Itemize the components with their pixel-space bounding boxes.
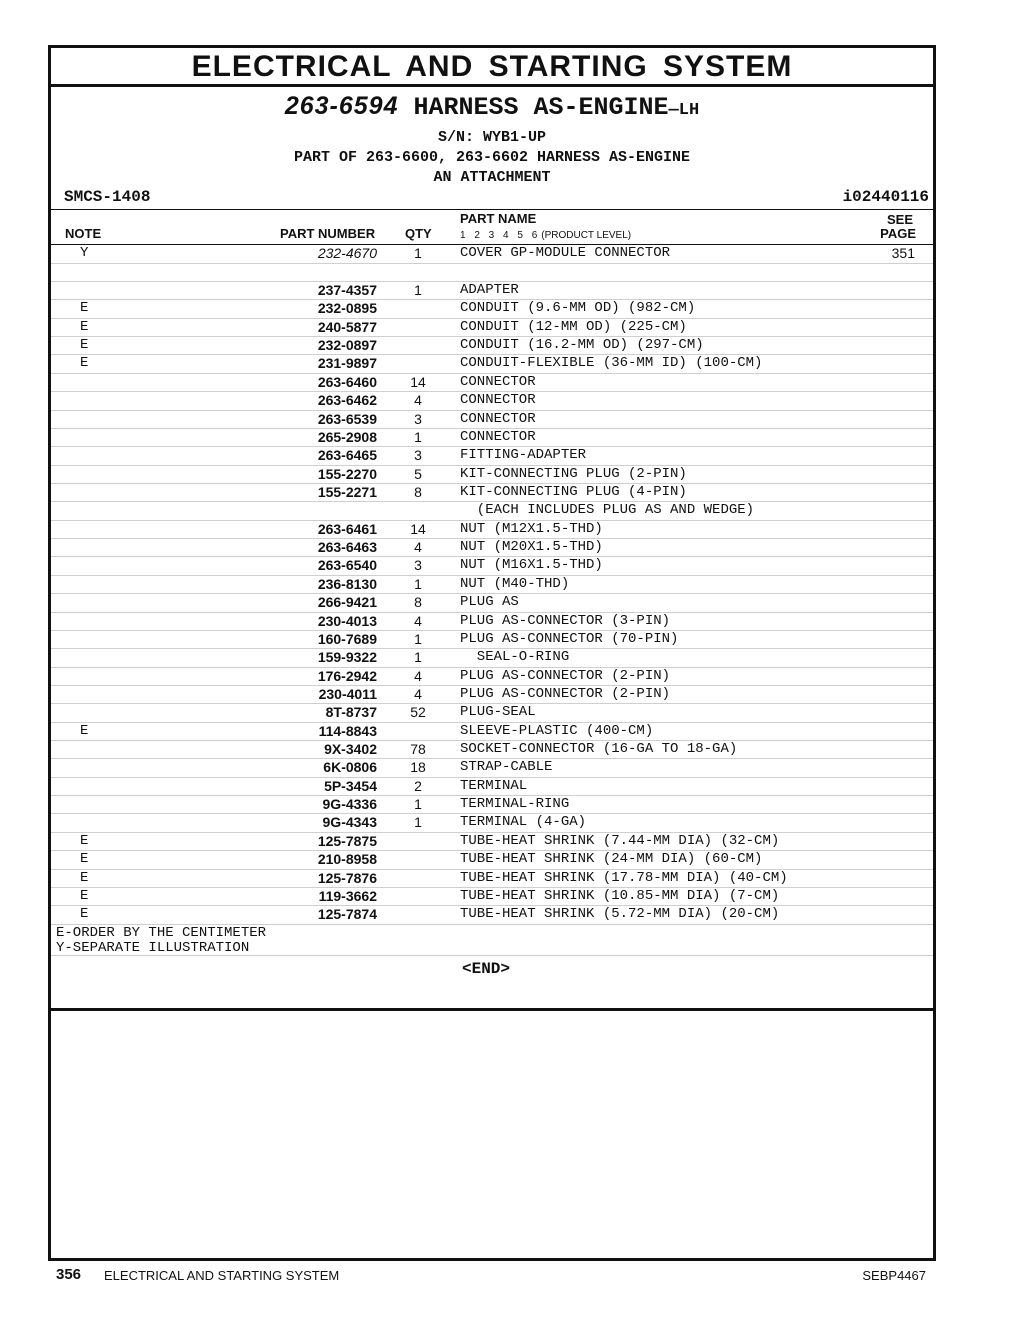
product-level-label: (PRODUCT LEVEL) bbox=[541, 230, 632, 241]
part-name-cell: NUT (M16X1.5-THD) bbox=[460, 557, 603, 574]
table-row bbox=[51, 631, 933, 649]
part-name-cell: PLUG AS-CONNECTOR (2-PIN) bbox=[460, 685, 671, 702]
system-title: ELECTRICAL AND STARTING SYSTEM bbox=[51, 48, 933, 87]
part-name-cell: NUT (M20X1.5-THD) bbox=[460, 539, 603, 556]
qty-cell: 4 bbox=[414, 392, 422, 409]
illustration-id: i02440116 bbox=[842, 188, 929, 206]
qty-cell: 8 bbox=[414, 594, 422, 611]
part-name-cell: KIT-CONNECTING PLUG (4-PIN) bbox=[460, 484, 687, 500]
note-cell: E bbox=[80, 832, 89, 849]
part-number-cell[interactable]: 237-4357 bbox=[317, 282, 377, 299]
part-name-cell: PLUG-SEAL bbox=[460, 704, 536, 721]
heading-part-number: 263-6594 bbox=[284, 92, 399, 120]
table-row bbox=[51, 557, 933, 575]
part-number-cell[interactable]: 9G-4343 bbox=[322, 814, 377, 831]
part-number-cell[interactable]: 114-8843 bbox=[318, 722, 377, 739]
table-row bbox=[51, 264, 933, 282]
part-name-cell: NUT (M12X1.5-THD) bbox=[460, 520, 603, 537]
part-number-cell[interactable]: 263-6463 bbox=[317, 539, 377, 556]
note-e: E-ORDER BY THE CENTIMETER bbox=[56, 925, 267, 941]
part-name-cell: TUBE-HEAT SHRINK (10.85-MM DIA) (7-CM) bbox=[460, 887, 780, 904]
table-row bbox=[51, 429, 933, 447]
table-row bbox=[51, 484, 933, 502]
table-row bbox=[51, 814, 933, 832]
part-name-cell: STRAP-CABLE bbox=[460, 759, 553, 776]
part-number-cell[interactable]: 263-6540 bbox=[317, 557, 377, 574]
part-name-cell: KIT-CONNECTING PLUG (2-PIN) bbox=[460, 465, 687, 482]
qty-cell: 1 bbox=[414, 796, 422, 813]
heading-part-of: PART OF 263-6600, 263-6602 HARNESS AS-ENGINE bbox=[293, 149, 691, 166]
table-row bbox=[51, 704, 933, 722]
part-name-cell: TUBE-HEAT SHRINK (17.78-MM DIA) (40-CM) bbox=[460, 869, 788, 886]
table-row bbox=[51, 355, 933, 373]
part-number-cell[interactable]: 240-5877 bbox=[317, 318, 377, 335]
note-cell: E bbox=[80, 851, 89, 868]
part-number-cell[interactable]: 125-7874 bbox=[317, 906, 377, 923]
table-row bbox=[51, 668, 933, 686]
table-row bbox=[51, 300, 933, 318]
qty-cell: 1 bbox=[414, 630, 422, 647]
column-header-part-number: PART NUMBER bbox=[280, 226, 376, 241]
note-cell: E bbox=[80, 337, 89, 354]
parts-table bbox=[51, 244, 933, 925]
part-name-cell: TERMINAL-RING bbox=[460, 796, 570, 813]
table-row bbox=[51, 759, 933, 777]
note-cell: E bbox=[80, 318, 89, 335]
footer-section: ELECTRICAL AND STARTING SYSTEM bbox=[104, 1268, 340, 1283]
part-number-cell[interactable]: 263-6465 bbox=[317, 447, 377, 464]
table-row bbox=[51, 888, 933, 906]
part-number-cell[interactable]: 125-7875 bbox=[317, 832, 377, 849]
part-name-cell: TUBE-HEAT SHRINK (24-MM DIA) (60-CM) bbox=[460, 851, 763, 868]
part-name-cell: TERMINAL bbox=[460, 777, 528, 794]
qty-cell: 1 bbox=[414, 649, 422, 666]
qty-cell: 1 bbox=[414, 575, 422, 592]
qty-cell: 4 bbox=[414, 667, 422, 684]
part-name-cell: CONNECTOR bbox=[460, 392, 536, 409]
part-number-cell[interactable]: 9X-3402 bbox=[324, 741, 377, 758]
table-row bbox=[51, 613, 933, 631]
part-number-cell[interactable]: 232-0895 bbox=[317, 300, 377, 317]
part-name-cell: SLEEVE-PLASTIC (400-CM) bbox=[460, 722, 654, 739]
part-number-cell[interactable]: 210-8958 bbox=[317, 851, 377, 868]
qty-cell: 3 bbox=[414, 447, 422, 464]
part-number-cell[interactable]: 119-3662 bbox=[318, 887, 377, 904]
part-number-cell[interactable]: 8T-8737 bbox=[325, 704, 377, 721]
note-cell: E bbox=[80, 355, 89, 372]
part-name-cell: ADAPTER bbox=[460, 282, 519, 299]
qty-cell: 4 bbox=[414, 685, 422, 702]
product-levels: 1 2 3 4 5 6 bbox=[460, 230, 538, 241]
part-name-cell: SEAL-O-RING bbox=[460, 649, 570, 666]
qty-cell: 78 bbox=[410, 741, 426, 758]
parts-page-frame bbox=[48, 45, 936, 1261]
note-cell: E bbox=[80, 906, 89, 923]
note-cell: E bbox=[80, 869, 89, 886]
part-number-cell[interactable]: 265-2908 bbox=[317, 428, 377, 445]
heading-suffix: —LH bbox=[668, 101, 700, 120]
header-divider bbox=[51, 209, 933, 210]
part-name-cell: SOCKET-CONNECTOR (16-GA TO 18-GA) bbox=[460, 741, 738, 758]
note-cell: E bbox=[80, 300, 89, 317]
part-number-cell[interactable]: 263-6539 bbox=[317, 410, 377, 427]
table-row bbox=[51, 851, 933, 869]
part-number-cell[interactable]: 231-9897 bbox=[317, 355, 377, 372]
notes-block bbox=[56, 926, 266, 956]
qty-cell: 1 bbox=[414, 814, 422, 831]
qty-cell: 52 bbox=[410, 704, 426, 721]
table-row bbox=[51, 686, 933, 704]
notes-divider bbox=[51, 955, 933, 956]
column-header-qty: QTY bbox=[405, 226, 432, 241]
table-row bbox=[51, 833, 933, 851]
table-row bbox=[51, 521, 933, 539]
see-page-cell[interactable]: 351 bbox=[891, 245, 915, 261]
table-row bbox=[51, 245, 933, 264]
table-row bbox=[51, 411, 933, 429]
heading-block bbox=[51, 89, 933, 188]
table-row bbox=[51, 906, 933, 924]
part-number-cell[interactable]: 176-2942 bbox=[317, 667, 377, 684]
footer-document-number: SEBP4467 bbox=[862, 1268, 926, 1283]
part-number-cell[interactable]: 155-2270 bbox=[317, 465, 377, 482]
qty-cell: 3 bbox=[414, 410, 422, 427]
part-number-cell[interactable]: 266-9421 bbox=[317, 594, 377, 611]
part-name-cell: NUT (M40-THD) bbox=[460, 575, 570, 592]
product-level-header bbox=[460, 230, 631, 241]
qty-cell: 14 bbox=[410, 373, 426, 390]
footer-page-number: 356 bbox=[56, 1266, 82, 1283]
end-marker: <END> bbox=[462, 960, 511, 978]
part-number-cell[interactable]: 263-6462 bbox=[317, 392, 377, 409]
part-name-cell: CONNECTOR bbox=[460, 410, 536, 427]
part-number-cell[interactable]: 232-4670 bbox=[317, 245, 377, 261]
qty-cell: 3 bbox=[414, 557, 422, 574]
table-row bbox=[51, 796, 933, 814]
table-row bbox=[51, 392, 933, 410]
part-number-cell[interactable]: 230-4013 bbox=[317, 612, 377, 629]
part-name-cell: CONDUIT (9.6-MM OD) (982-CM) bbox=[460, 300, 696, 317]
part-name-cell: CONNECTOR bbox=[460, 428, 536, 445]
qty-cell: 4 bbox=[414, 539, 422, 556]
part-name-cell: CONDUIT (16.2-MM OD) (297-CM) bbox=[460, 337, 704, 354]
table-row bbox=[51, 870, 933, 888]
part-name-cell: TUBE-HEAT SHRINK (5.72-MM DIA) (20-CM) bbox=[460, 906, 780, 923]
qty-cell: 1 bbox=[414, 428, 422, 445]
table-row bbox=[51, 319, 933, 337]
note-cell: E bbox=[80, 722, 89, 739]
note-cell: E bbox=[80, 887, 89, 904]
column-header-part-name: PART NAME bbox=[460, 211, 537, 226]
column-header-see: SEE bbox=[886, 212, 913, 227]
table-row bbox=[51, 778, 933, 796]
part-number-cell[interactable]: 159-9322 bbox=[317, 649, 377, 666]
part-number-cell[interactable]: 9G-4336 bbox=[322, 796, 377, 813]
table-row bbox=[51, 337, 933, 355]
qty-cell: 4 bbox=[414, 612, 422, 629]
heading-attachment: AN ATTACHMENT bbox=[433, 169, 551, 186]
part-number-cell[interactable]: 232-0897 bbox=[317, 337, 377, 354]
table-row bbox=[51, 466, 933, 484]
column-header-page: PAGE bbox=[880, 226, 916, 241]
qty-cell: 8 bbox=[414, 484, 422, 500]
smcs-code: SMCS-1408 bbox=[64, 188, 151, 206]
table-row bbox=[51, 374, 933, 392]
section-divider bbox=[51, 1008, 933, 1011]
table-row bbox=[51, 447, 933, 465]
qty-cell: 2 bbox=[414, 777, 422, 794]
qty-cell: 18 bbox=[410, 759, 426, 776]
part-name-cell: COVER GP-MODULE CONNECTOR bbox=[460, 245, 671, 261]
part-number-cell[interactable]: 125-7876 bbox=[317, 869, 377, 886]
part-number-cell[interactable]: 5P-3454 bbox=[324, 777, 377, 794]
part-number-cell[interactable]: 6K-0806 bbox=[323, 759, 377, 776]
table-row bbox=[51, 539, 933, 557]
part-name-cell: PLUG AS bbox=[460, 594, 519, 611]
heading-title bbox=[51, 89, 933, 128]
part-name-cell: TERMINAL (4-GA) bbox=[460, 814, 587, 831]
table-row bbox=[51, 741, 933, 759]
qty-cell: 1 bbox=[414, 282, 422, 299]
qty-cell: 1 bbox=[414, 245, 422, 261]
part-name-cell: PLUG AS-CONNECTOR (2-PIN) bbox=[460, 667, 671, 684]
table-row bbox=[51, 502, 933, 520]
column-header-note: NOTE bbox=[65, 226, 102, 241]
part-name-cell: CONNECTOR bbox=[460, 373, 536, 390]
table-row bbox=[51, 649, 933, 667]
table-row bbox=[51, 723, 933, 741]
qty-cell: 5 bbox=[414, 465, 422, 482]
note-cell: Y bbox=[80, 245, 89, 261]
part-number-cell[interactable]: 263-6460 bbox=[317, 373, 377, 390]
table-row bbox=[51, 282, 933, 300]
note-y: Y-SEPARATE ILLUSTRATION bbox=[56, 940, 250, 956]
table-row bbox=[51, 576, 933, 594]
qty-cell: 14 bbox=[410, 520, 426, 537]
part-number-cell[interactable]: 160-7689 bbox=[317, 630, 377, 647]
part-name-cell: FITTING-ADAPTER bbox=[460, 447, 587, 464]
part-name-cell: PLUG AS-CONNECTOR (70-PIN) bbox=[460, 630, 679, 647]
part-name-cell: CONDUIT (12-MM OD) (225-CM) bbox=[460, 318, 687, 335]
part-name-cell: CONDUIT-FLEXIBLE (36-MM ID) (100-CM) bbox=[460, 355, 763, 372]
part-name-cell: PLUG AS-CONNECTOR (3-PIN) bbox=[460, 612, 671, 629]
part-number-cell[interactable]: 155-2271 bbox=[317, 484, 377, 500]
heading-name: HARNESS AS-ENGINE bbox=[413, 93, 669, 122]
part-number-cell[interactable]: 263-6461 bbox=[317, 520, 377, 537]
heading-serial: S/N: WYB1-UP bbox=[437, 129, 547, 146]
part-number-cell[interactable]: 236-8130 bbox=[317, 575, 377, 592]
table-row bbox=[51, 594, 933, 612]
part-number-cell[interactable]: 230-4011 bbox=[318, 685, 377, 702]
part-name-cell: TUBE-HEAT SHRINK (7.44-MM DIA) (32-CM) bbox=[460, 832, 780, 849]
part-name-cell: (EACH INCLUDES PLUG AS AND WEDGE) bbox=[460, 502, 755, 519]
